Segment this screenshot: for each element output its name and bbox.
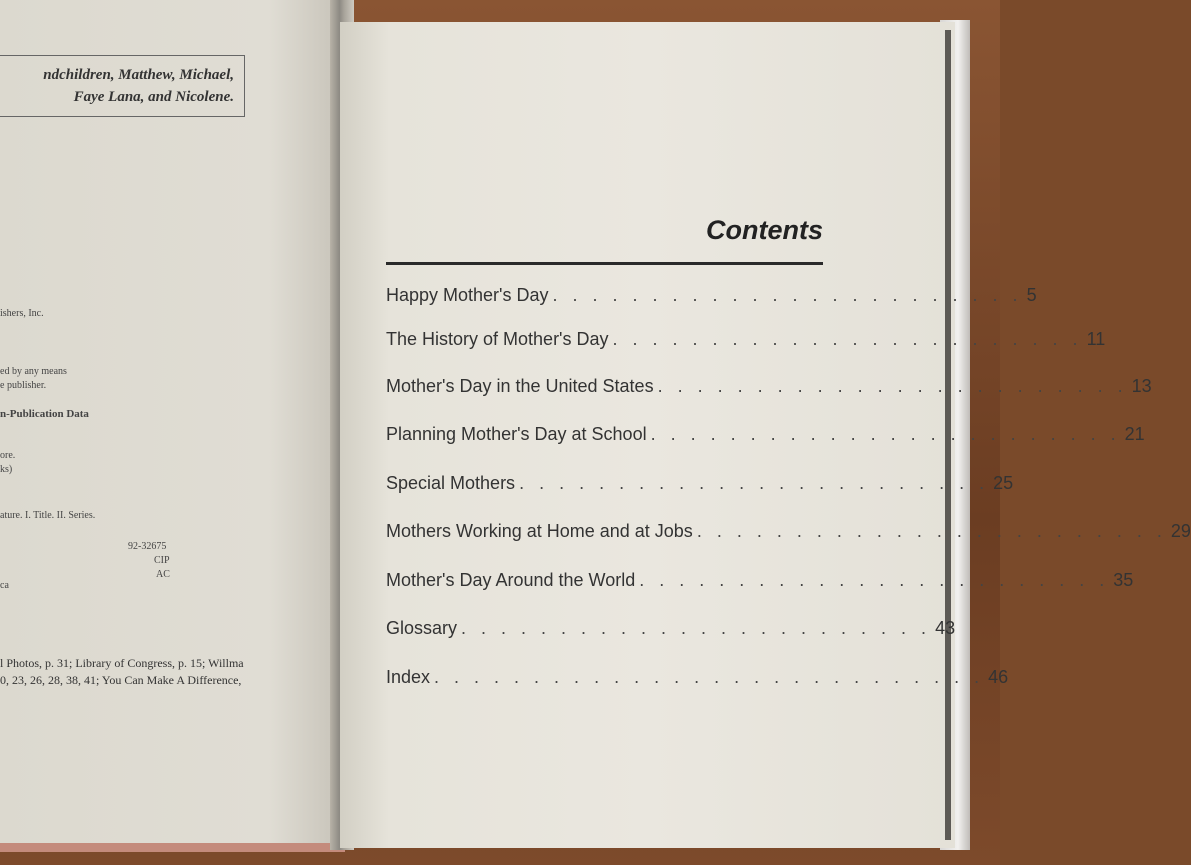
ac-label: AC (156, 569, 170, 580)
copyright-line: ks) (0, 464, 13, 475)
printed-line: ca (0, 580, 9, 591)
copyright-line: e publisher. (0, 380, 47, 391)
dedication-line: ndchildren, Matthew, Michael, (43, 67, 234, 83)
toc-leader-dots: . . . . . . . . . . . . . . . . . . . . . . . . (696, 521, 1167, 541)
copyright-line: ed by any means (0, 366, 67, 377)
toc-entry-page: 21 (1124, 424, 1145, 444)
toc-entry-page: 29 (1170, 521, 1191, 541)
toc-entry-page: 11 (1086, 329, 1106, 349)
toc-entry-title: Special Mothers (386, 473, 516, 493)
toc-entry-page: 25 (993, 473, 1014, 493)
toc-leader-dots: . . . . . . . . . . . . . . . . . . . . . . . . (657, 376, 1128, 396)
toc-entry-title: Happy Mother's Day (386, 285, 549, 305)
photo-credits-line: l Photos, p. 31; Library of Congress, p. 15; Willma (0, 656, 244, 670)
toc-entry (386, 424, 1145, 445)
toc-entry-title: The History of Mother's Day (386, 329, 609, 349)
subject-line: ature. I. Title. II. Series. (0, 510, 96, 521)
left-page (0, 0, 336, 843)
cip-heading: n-Publication Data (0, 408, 89, 420)
toc-entry (386, 667, 1009, 688)
photo-credits-line: 0, 23, 26, 28, 38, 41; You Can Make A Difference, (0, 673, 242, 687)
toc-entry-title: Planning Mother's Day at School (386, 424, 647, 444)
cip-label: CIP (154, 555, 170, 566)
toc-entry-page: 13 (1131, 376, 1152, 396)
toc-entry-page: 43 (935, 618, 956, 638)
toc-entry-title: Glossary (386, 618, 458, 638)
copyright-line: ishers, Inc. (0, 308, 44, 319)
toc-leader-dots: . . . . . . . . . . . . . . . . . . . . . . . . . . . . (434, 667, 985, 687)
toc-entry (386, 329, 1106, 350)
toc-entry-title: Mother's Day in the United States (386, 376, 654, 396)
toc-leader-dots: . . . . . . . . . . . . . . . . . . . . . . . . (519, 473, 990, 493)
toc-entry-title: Mother's Day Around the World (386, 570, 636, 590)
toc-entry-title: Mothers Working at Home and at Jobs (386, 521, 693, 541)
toc-leader-dots: . . . . . . . . . . . . . . . . . . . . . . . . (639, 570, 1110, 590)
toc-entry-page: 5 (1026, 285, 1037, 305)
dedication-box (0, 55, 245, 117)
contents-heading: Contents (706, 215, 823, 245)
toc-entry (386, 473, 1014, 494)
toc-entry-page: 46 (988, 667, 1009, 687)
toc-entry (386, 376, 1152, 397)
toc-entry (386, 618, 956, 639)
toc-leader-dots: . . . . . . . . . . . . . . . . . . . . . . . . (650, 424, 1121, 444)
heading-rule (386, 262, 823, 265)
toc-entry (386, 285, 1037, 306)
copyright-line: ore. (0, 450, 16, 461)
toc-leader-dots: . . . . . . . . . . . . . . . . . . . . . . . . (461, 618, 932, 638)
dedication-line: Faye Lana, and Nicolene. (73, 89, 234, 105)
toc-entry (386, 521, 1191, 542)
lccn: 92-32675 (128, 541, 167, 552)
toc-entry-title: Index (386, 667, 431, 687)
toc-leader-dots: . . . . . . . . . . . . . . . . . . . . . . . . (552, 285, 1023, 305)
toc-leader-dots: . . . . . . . . . . . . . . . . . . . . . . . . (612, 329, 1083, 349)
toc-entry-page: 35 (1113, 570, 1134, 590)
toc-entry (386, 570, 1134, 591)
